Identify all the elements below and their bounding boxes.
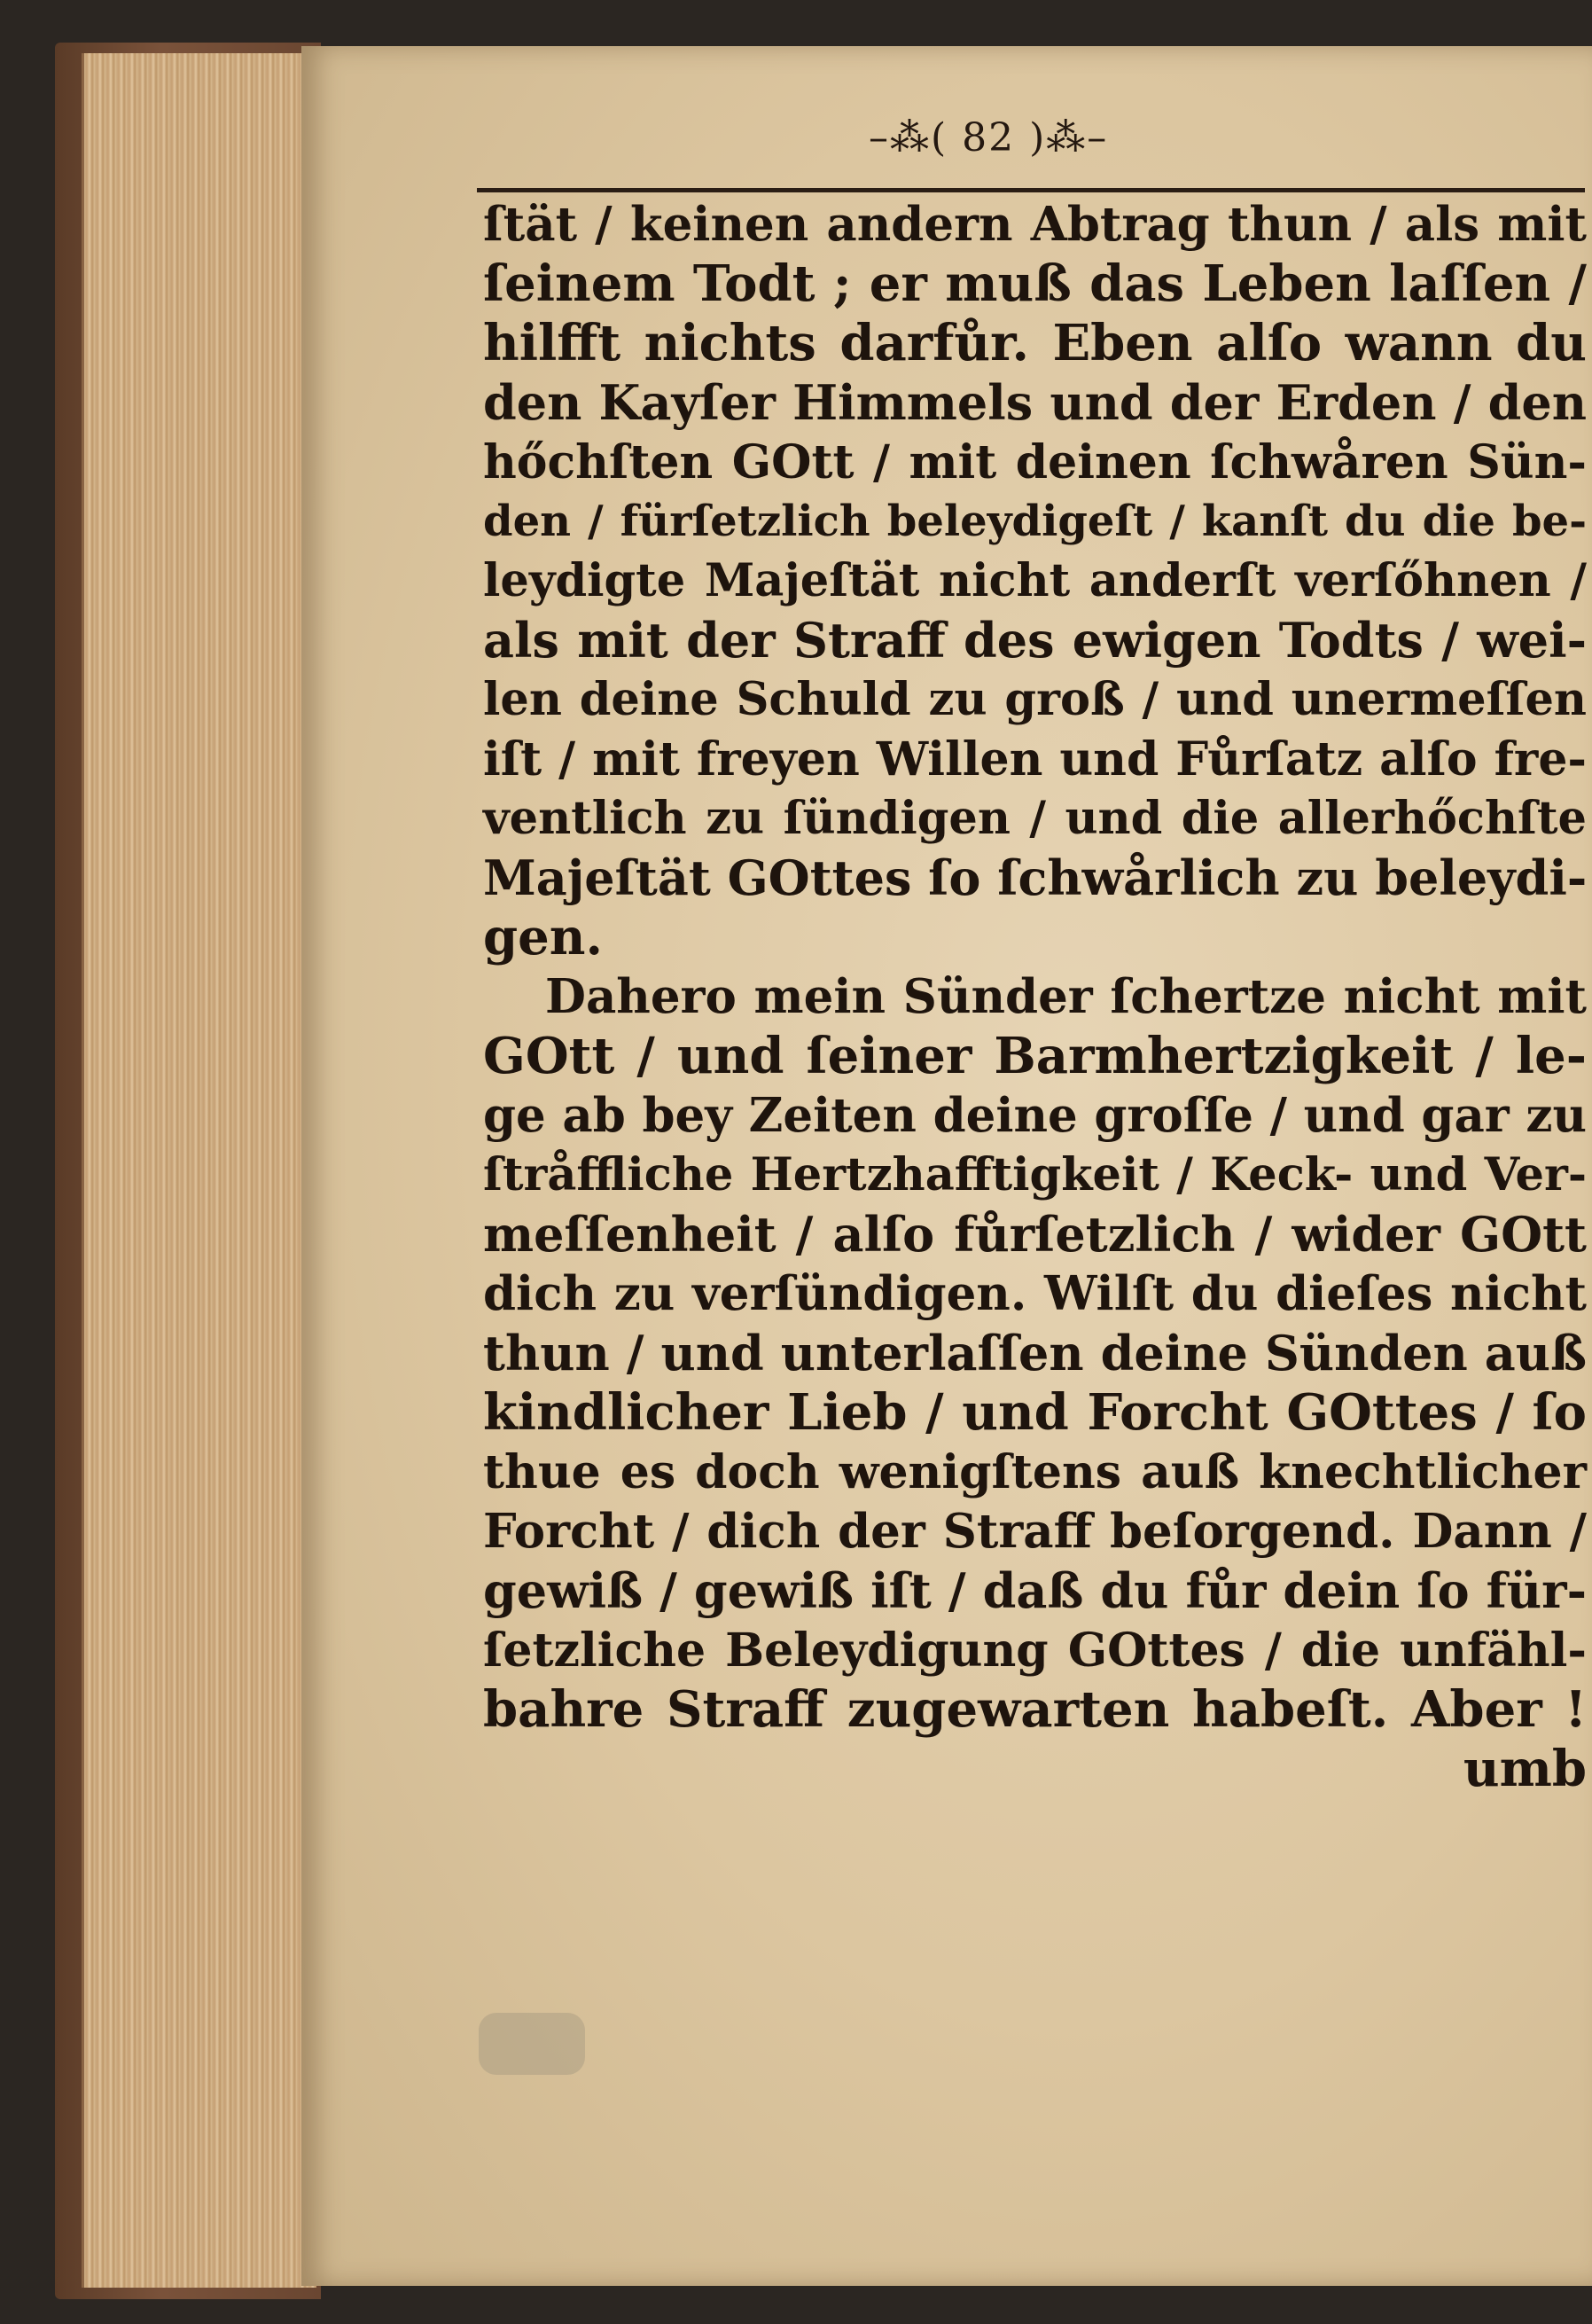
text-line: len deine Schuld zu groß / und unermeſſen [483,673,1587,726]
text-line: Dahero mein Sünder ſchertze nicht mit [545,969,1587,1024]
text-line: gewiß / gewiß iſt / daß du fůr dein ſo für- [483,1562,1587,1619]
page-text [483,195,1587,1799]
header-rule [477,188,1585,192]
text-line: hőchſten GOtt / mit deinen ſchwåren Sün- [483,435,1587,489]
text-line: thun / und unterlaſſen deine Sünden auß [483,1325,1587,1381]
catchword: umb [1463,1740,1587,1798]
text-line: ſetzliche Beleydigung GOttes / die unfähl- [483,1624,1587,1678]
text-line: den / fürſetzlich beleydigeſt / kanſt du die be- [483,497,1587,546]
text-line: kindlicher Lieb / und Forcht GOttes / ſo [483,1383,1587,1442]
text-line: hilfft nichts darfůr. Eben alſo wann du [483,314,1587,372]
page-edges [82,53,316,2288]
text-line: GOtt / und ſeiner Barmhertzigkeit / le- [483,1027,1587,1085]
text-line: Forcht / dich der Straff beſorgend. Dann / [483,1504,1587,1559]
text-line: ſtråffliche Hertzhafftigkeit / Keck- und Ver- [483,1148,1587,1201]
text-line: bahre Straff zugewarten habeſt. Aber ! [483,1680,1587,1739]
text-line: ventlich zu ſündigen / und die allerhőchſte [483,792,1587,845]
text-line: als mit der Straff des ewigen Todts / wei- [483,612,1587,669]
text-line: meſſenheit / alſo fůrſetzlich / wider GOtt [483,1206,1587,1263]
text-line: gen. [483,908,603,966]
text-line: thue es doch wenigſtens auß knechtlicher [483,1445,1587,1499]
text-line: ſeinem Todt ; er muß das Leben laſſen / [483,254,1587,313]
text-line: ge ab bey Zeiten deine groſſe / und gar zu [483,1088,1587,1143]
text-line: dich zu verſündigen. Wilſt du dieſes nicht [483,1266,1587,1321]
page-number-header: –⁂( 82 )⁂– [869,115,1109,160]
text-line: den Kayſer Himmels und der Erden / den [483,374,1587,431]
text-line: Majeſtät GOttes ſo ſchwårlich zu beleydi- [483,849,1588,906]
text-line: leydigte Majeſtät nicht anderſt verſőhnen / [483,554,1587,607]
text-line: iſt / mit freyen Willen und Fůrſatz alſo fre- [483,732,1587,786]
text-line: ſtät / keinen andern Abtrag thun / als mit [483,197,1587,252]
ink-smudge [479,2013,585,2075]
